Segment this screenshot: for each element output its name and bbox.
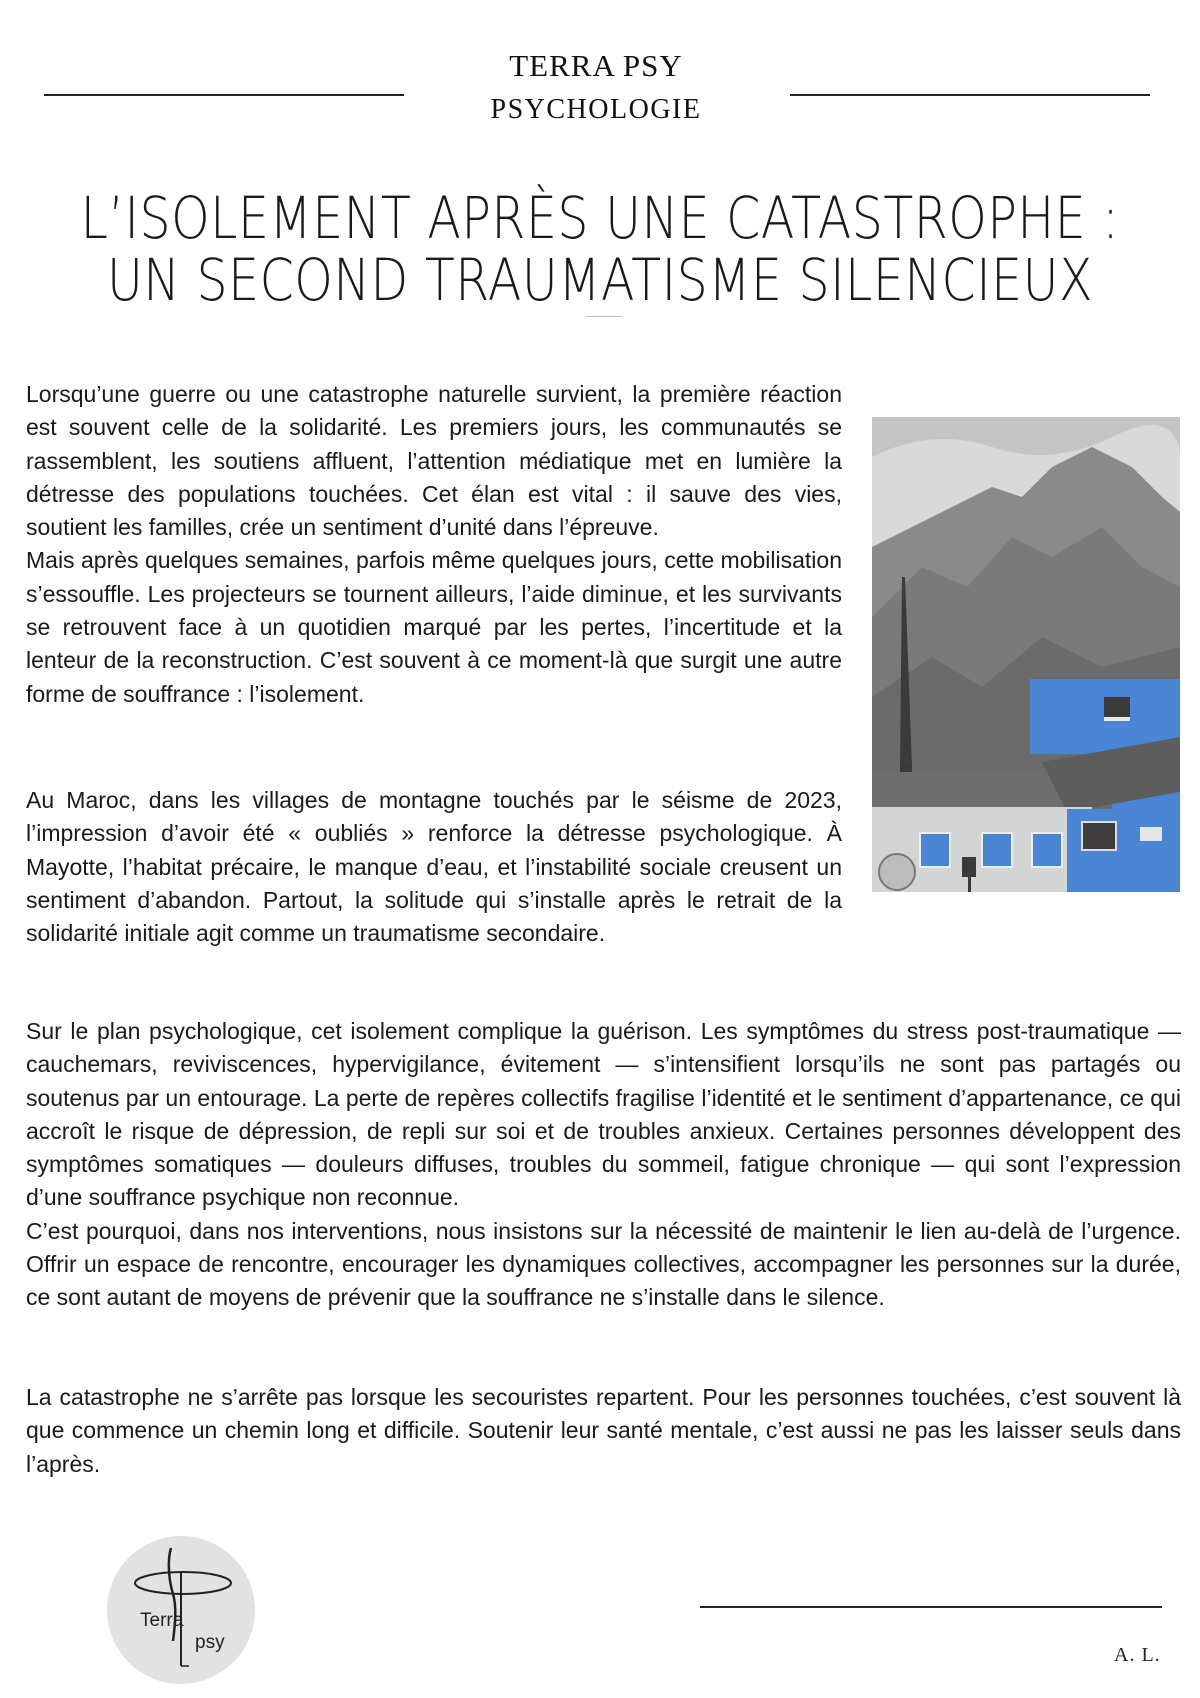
paragraph-4: La catastrophe ne s’arrête pas lorsque les secouristes repartent. Pour les personnes touchées, c’est souvent là que commence un chemin long et difficile. Soutenir leur santé mentale, c’est aussi ne pas les laisser seuls dans l’après. (26, 1384, 1181, 1477)
paragraph-1: Lorsqu’une guerre ou une catastrophe naturelle survient, la première réaction est souvent celle de la solidarité. Les premiers jours, les communautés se rassemblent, les soutiens affluent, l’attention médiatique met en lumière la détresse des populations touchées. Cet élan est vital : il sauve des vies, soutient les familles, crée un sentiment d’unité dans l’épreuve. Mais après quelques semaines, parfois même quelques jours, cette mobilisation s’essouffle. Les projecteurs se tournent ailleurs, l’aide diminue, et les survivants se retrouvent face à un quotidien marqué par les pertes, l’incertitude et la lenteur de la reconstruction. C’est souvent à ce moment-là que surgit une autre forme de souffrance : l’isolement. (26, 381, 842, 707)
article-title (0, 184, 1200, 315)
header-rule-left (44, 94, 404, 96)
paragraph-3: Sur le plan psychologique, cet isolement complique la guérison. Les symptômes du stress post-traumatique — cauchemars, reviviscences, hypervigilance, évitement — s’intensifient lorsqu’ils ne sont pas partagés ou soutenus par un entourage. La perte de repères collectifs fragilise l’identité et le sentiment d’appartenance, ce qui accroît le risque de dépression, de repli sur soi et de troubles anxieux. Certaines personnes développent des symptômes somatiques — douleurs diffuses, troubles du sommeil, fatigue chronique — qui sont l’expression d’une souffrance psychique non reconnue. C’est pourquoi, dans nos interventions, nous insistons sur la nécessité de maintenir le lien au-delà de l’urgence. Offrir un espace de rencontre, encourager les dynamiques collectives, accompagner les personnes sur la durée, ce sont autant de moyens de prévenir que la souffrance ne s’installe dans le silence. (26, 1018, 1181, 1311)
title-line-2: UN SECOND TRAUMATISME SILENCIEUX (106, 246, 1094, 315)
village-photo (872, 417, 1180, 892)
title-line-1: L’ISOLEMENT APRÈS UNE CATASTROPHE : (80, 184, 1120, 253)
brand-subtitle: PSYCHOLOGIE (490, 94, 702, 125)
signature-rule (700, 1606, 1162, 1608)
paragraph-2: Au Maroc, dans les villages de montagne touchés par le séisme de 2023, l’impression d’avoir été « oubliés » renforce la détresse psychologique. À Mayotte, l’habitat précaire, le manque d’eau, et l’instabilité sociale creusent un sentiment d’abandon. Partout, la solitude qui s’installe après le retrait de la solidarité initiale agit comme un traumatisme secondaire. (26, 787, 842, 947)
logo-word-terra: Terra (140, 1610, 184, 1631)
brand-name: TERRA PSY (509, 48, 683, 83)
title-ornament (586, 316, 622, 317)
header-rule-right (790, 94, 1150, 96)
logo-word-psy: psy (195, 1632, 225, 1653)
author-signature: A. L. (1114, 1644, 1161, 1666)
